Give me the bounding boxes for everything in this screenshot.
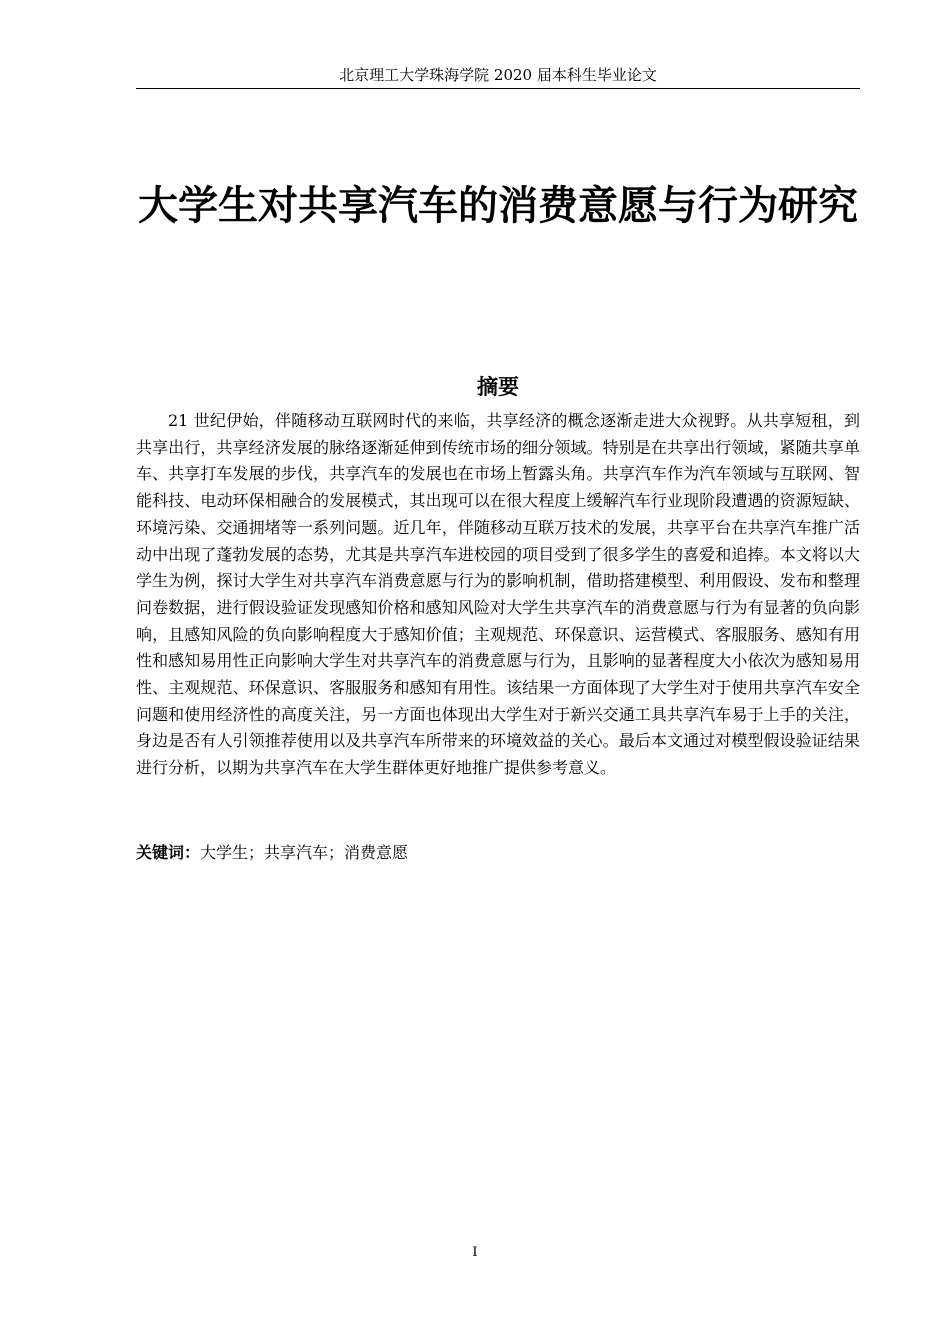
keywords-value: 大学生；共享汽车；消费意愿 <box>200 843 409 862</box>
page-number: I <box>472 1245 478 1260</box>
keywords <box>136 840 860 866</box>
keywords-label: 关键词： <box>136 843 201 862</box>
paper-title: 大学生对共享汽车的消费意愿与行为研究 <box>138 183 858 229</box>
abstract-body: 21 世纪伊始，伴随移动互联网时代的来临，共享经济的概念逐渐走进大众视野。从共享短租，到共享出行，共享经济发展的脉络逐渐延伸到传统市场的细分领域。特别是在共享出行领域，紧随共享单车、共享打车发展的步伐，共享汽车的发展也在市场上暂露头角。共享汽车作为汽车领域与互联网、智能科技、电动环保相融合的发展模式，其出现可以在很大程度上缓解汽车行业现阶段遭遇的资源短缺、环境污染、交通拥堵等一系列问题。近几年，伴随移动互联万技术的发展，共享平台在共享汽车推广活动中出现了蓬勃发展的态势，尤其是共享汽车进校园的项目受到了很多学生的喜爱和追捧。本文将以大学生为例，探讨大学生对共享汽车消费意愿与行为的影响机制，借助搭建模型、利用假设、发布和整理问卷数据，进行假设验证发现感知价格和感知风险对大学生共享汽车的消费意愿与行为有显著的负向影响，且感知风险的负向影响程度大于感知价值；主观规范、环保意识、运营模式、客服服务、感知有用性和感知易用性正向影响大学生对共享汽车的消费意愿与行为，且影响的显著程度大小依次为感知易用性、主观规范、环保意识、客服服务和感知有用性。该结果一方面体现了大学生对于使用共享汽车安全问题和使用经济性的高度关注，另一方面也体现出大学生对于新兴交通工具共享汽车易于上手的关注，身边是否有人引领推荐使用以及共享汽车所带来的环境效益的关心。最后本文通过对模型假设验证结果进行分析，以期为共享汽车在大学生群体更好地推广提供参考意义。 <box>136 411 860 778</box>
abstract-heading: 摘要 <box>477 375 519 399</box>
running-header-text: 北京理工大学珠海学院 2020 届本科生毕业论文 <box>339 66 657 84</box>
running-header <box>136 64 860 89</box>
